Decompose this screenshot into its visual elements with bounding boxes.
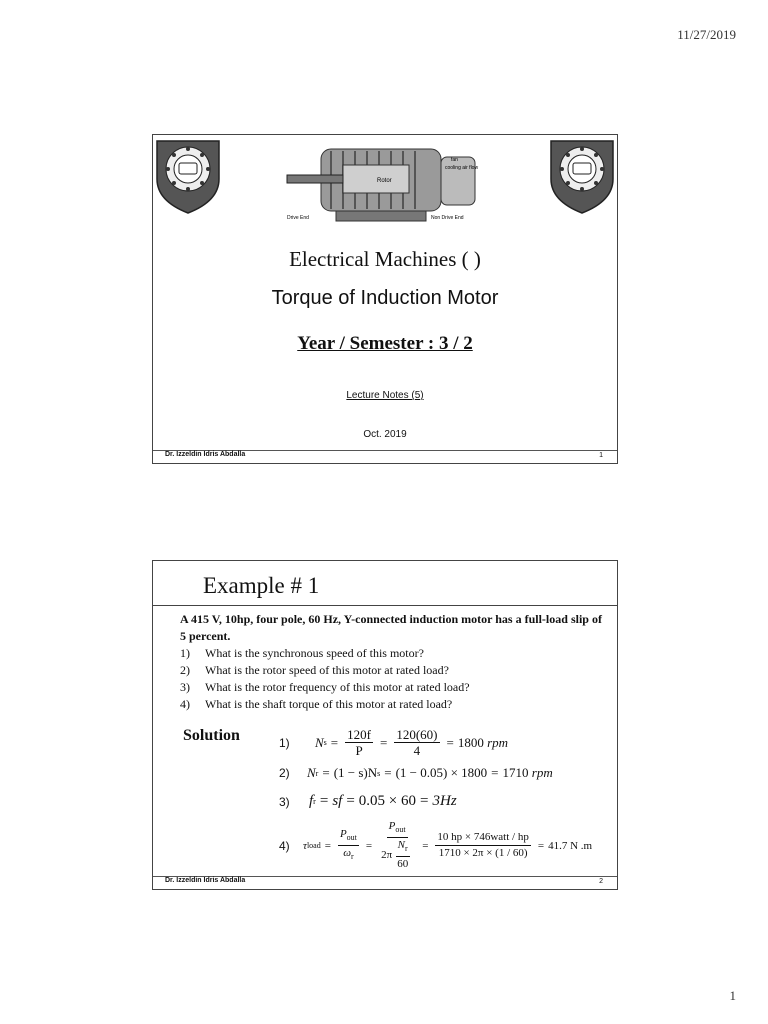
slide-date: Oct. 2019 — [363, 429, 407, 440]
list-item — [180, 662, 607, 679]
question-list — [180, 645, 607, 713]
slide-number: 1 — [599, 452, 603, 459]
course-title: Electrical Machines ( ) — [289, 247, 481, 271]
eq4-f3-num: 10 hp × 746watt / hp — [435, 830, 530, 846]
eq3-expr1: sf — [332, 793, 343, 809]
eq4-fraction-1 — [338, 827, 359, 864]
list-item — [180, 679, 607, 696]
eq1-fraction-2 — [394, 727, 439, 758]
equation-number: 3) — [279, 794, 290, 809]
question-number: 2) — [180, 663, 190, 677]
eq4-lhs: τ — [303, 839, 307, 852]
equation-1 — [279, 727, 508, 758]
eq4-inner-fraction — [395, 838, 410, 872]
eq4-f2-den-pre: 2π — [381, 848, 393, 861]
non-drive-end-label: Non Drive End — [431, 215, 464, 221]
question-text: What is the synchronous speed of this motor? — [205, 646, 424, 660]
equation-2 — [279, 765, 553, 781]
equation-4-math: τ load = $\frac{P_{out}}{\omega_r}$ = $P_{out}$ 2π $\frac{N_r}{60}$ = $\frac{\text{10 hp × 746watt / hp}}{1710 \times 2\pi \times (1 / 60)}$ = 41.7 N .m — [303, 820, 593, 871]
slide-footer — [153, 876, 617, 889]
eq1-lhs: N — [315, 734, 324, 750]
slide-number: 2 — [599, 878, 603, 885]
question-text: What is the shaft torque of this motor at rated load? — [205, 697, 453, 711]
example-title: Example # 1 — [203, 573, 320, 598]
drive-end-label: Drive End — [287, 215, 309, 221]
question-text: What is the rotor frequency of this motor at rated load? — [205, 680, 470, 694]
eq2-unit: rpm — [531, 765, 553, 780]
eq4-lhs-sub: load — [306, 841, 321, 851]
equation-number: 1) — [279, 735, 290, 750]
induction-motor-cutaway-image — [281, 137, 491, 235]
equation-number: 2) — [279, 766, 290, 780]
author-name: Dr. Izzeldin Idris Abdalla — [165, 877, 246, 884]
eq4-f2-num: P — [388, 820, 396, 832]
eq4-f1-num: P — [339, 828, 347, 840]
list-item — [180, 696, 607, 713]
eq2-expr1: (1 − s)N — [333, 765, 378, 780]
year-semester-text: Year / Semester : 3 / 2 — [297, 333, 473, 354]
equation-3-math: f r = sf = 0.05 × 60 = 3Hz — [309, 793, 457, 809]
eq1-f2-den: 4 — [413, 743, 421, 758]
author-name: Dr. Izzeldin Idris Abdalla — [165, 451, 246, 458]
university-logo-left — [155, 139, 221, 215]
eq4-f1-num-sub: out — [346, 833, 357, 843]
eq2-lhs: N — [307, 765, 316, 780]
equation-4 — [279, 819, 592, 872]
rotor-label: Rotor — [377, 178, 392, 184]
lecture-title: Torque of Induction Motor — [271, 287, 499, 309]
eq2-expr2: (1 − 0.05) × 1800 — [395, 765, 488, 780]
eq3-lhs: f — [309, 793, 314, 809]
eq4-f3-den: 1710 × 2π × (1 / 60) — [438, 847, 528, 860]
eq4-f1-den: ω — [343, 847, 351, 860]
question-number: 4) — [180, 697, 190, 711]
eq4-fraction-3 — [435, 830, 530, 861]
eq1-f2-num: 120(60) — [396, 727, 438, 742]
eq4-f2-num-sub: out — [395, 825, 406, 835]
question-number: 3) — [180, 680, 190, 694]
question-text: What is the rotor speed of this motor at rated load? — [205, 663, 449, 677]
eq1-fraction-1 — [345, 727, 373, 758]
eq4-result: 41.7 N .m — [548, 839, 593, 852]
slide-footer — [153, 450, 617, 463]
eq1-lhs-sub: s — [323, 738, 327, 747]
eq2-lhs-sub: r — [315, 768, 319, 778]
equation-2-math: N r = (1 − s)N s = (1 − 0.05) × 1800 = 1710 rpm — [307, 765, 553, 780]
year-semester — [153, 333, 617, 355]
slide-1 — [152, 134, 618, 464]
eq3-result: 3Hz — [432, 793, 457, 809]
eq3-expr2: 0.05 × 60 — [358, 793, 417, 809]
eq4-f1-den-sub: r — [350, 852, 354, 862]
university-logo-right — [549, 139, 615, 215]
header-date: 11/27/2019 — [677, 27, 736, 42]
eq2-expr1-sub: s — [377, 768, 381, 778]
eq4-inner-den: 60 — [397, 858, 409, 871]
problem-lead: A 415 V, 10hp, four pole, 60 Hz, Y-connected induction motor has a full-load slip of 5 percent. — [180, 612, 602, 643]
eq1-unit: rpm — [487, 734, 509, 750]
eq1-result: 1800 — [457, 734, 484, 750]
problem-statement — [180, 611, 607, 713]
equation-1-math: N s = $\frac{120f}{P}$ = $\frac{120(60)}{4}$ = 1800 rpm — [315, 727, 509, 758]
fan-label: fan — [451, 157, 458, 163]
title-divider — [153, 605, 617, 606]
page-number: 1 — [729, 988, 736, 1003]
lecture-notes-label: Lecture Notes (5) — [346, 390, 424, 401]
eq2-result: 1710 — [502, 765, 529, 780]
eq4-fraction-2 — [379, 819, 415, 872]
list-item — [180, 645, 607, 662]
eq1-f1-den: P — [355, 743, 363, 758]
equation-3 — [279, 793, 457, 810]
solution-label: Solution — [183, 727, 240, 744]
eq1-f1-num: 120f — [347, 727, 371, 742]
question-number: 1) — [180, 646, 190, 660]
equation-number: 4) — [279, 838, 290, 853]
slide-2 — [152, 560, 618, 890]
eq3-lhs-sub: r — [313, 797, 316, 806]
eq4-inner-num-sub: r — [405, 844, 408, 854]
cooling-label: cooling air flow — [445, 165, 479, 171]
eq4-inner-num: N — [397, 839, 406, 852]
